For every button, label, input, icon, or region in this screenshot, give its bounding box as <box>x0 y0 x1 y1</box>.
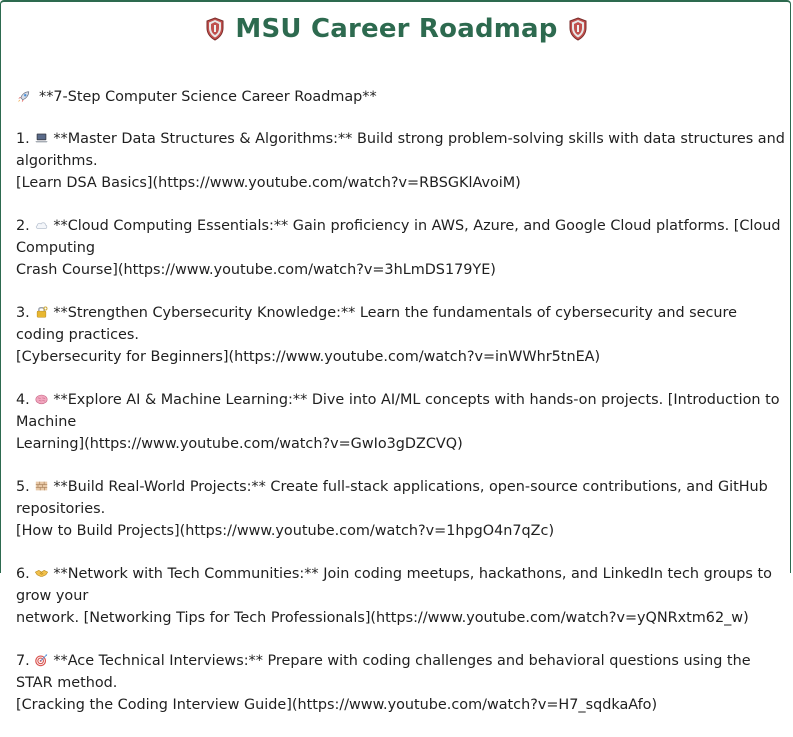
step-text: **Network with Tech Communities:** Join coding meetups, hackathons, and LinkedIn tech groups to grow your <box>16 566 772 604</box>
step-text: **Strengthen Cybersecurity Knowledge:** Learn the fundamentals of cybersecurity and secure coding practices. <box>16 305 737 343</box>
roadmap-step-7 <box>16 650 786 716</box>
step-text: **Build Real-World Projects:** Create full-stack applications, open-source contributions, and GitHub repositories. <box>16 479 768 517</box>
step-number: 6. <box>16 566 30 582</box>
step-link: Crash Course](https://www.youtube.com/watch?v=3hLmDS179YE) <box>16 262 496 278</box>
roadmap-step-6 <box>16 563 786 629</box>
roadmap-step-2 <box>16 215 786 281</box>
step-number: 2. <box>16 218 30 234</box>
step-number: 3. <box>16 305 30 321</box>
rocket-icon <box>16 90 31 104</box>
step-link: [Learn DSA Basics](https://www.youtube.com/watch?v=RBSGKlAvoiM) <box>16 175 521 191</box>
step-link: [Cybersecurity for Beginners](https://www.youtube.com/watch?v=inWWhr5tnEA) <box>16 349 601 365</box>
roadmap-step-3 <box>16 302 786 368</box>
step-line-1 <box>16 128 786 172</box>
step-text: **Master Data Structures & Algorithms:** Build strong problem-solving skills with data structures and algorithms. <box>16 131 785 169</box>
step-number: 5. <box>16 479 30 495</box>
target-icon <box>34 653 49 667</box>
step-link: [How to Build Projects](https://www.youtube.com/watch?v=1hpgO4n7qZc) <box>16 523 555 539</box>
step-line-1 <box>16 215 786 259</box>
step-number: 4. <box>16 392 30 408</box>
step-link: Learning](https://www.youtube.com/watch?v=GwIo3gDZCVQ) <box>16 436 463 452</box>
lock-icon <box>34 305 49 319</box>
page-title: MSU Career Roadmap <box>235 14 558 44</box>
roadmap-step-1 <box>16 128 786 194</box>
bricks-icon <box>34 479 49 493</box>
intro-text: **7-Step Computer Science Career Roadmap** <box>39 89 377 105</box>
step-number: 1. <box>16 131 30 147</box>
step-text: **Ace Technical Interviews:** Prepare with coding challenges and behavioral questions using the STAR method. <box>16 653 751 691</box>
step-line-1 <box>16 389 786 433</box>
step-link: network. [Networking Tips for Tech Professionals](https://www.youtube.com/watch?v=yQNRxtm62_w) <box>16 610 749 626</box>
step-number: 7. <box>16 653 30 669</box>
step-link: [Cracking the Coding Interview Guide](https://www.youtube.com/watch?v=H7_sqdkaAfo) <box>16 697 658 713</box>
step-line-1 <box>16 650 786 694</box>
laptop-icon <box>34 131 49 145</box>
step-text: **Explore AI & Machine Learning:** Dive into AI/ML concepts with hands-on projects. [Introduction to Machine <box>16 392 780 430</box>
cloud-icon <box>34 218 49 232</box>
step-line-1 <box>16 476 786 520</box>
shield-icon <box>205 17 225 41</box>
roadmap-step-4 <box>16 389 786 455</box>
header <box>0 14 793 44</box>
handshake-icon <box>34 566 49 580</box>
roadmap-content <box>16 86 786 737</box>
brain-icon <box>34 392 49 406</box>
step-text: **Cloud Computing Essentials:** Gain proficiency in AWS, Azure, and Google Cloud platforms. [Cloud Computing <box>16 218 781 256</box>
intro-line <box>16 86 786 108</box>
roadmap-step-5 <box>16 476 786 542</box>
step-line-1 <box>16 302 786 346</box>
step-line-1 <box>16 563 786 607</box>
shield-icon <box>568 17 588 41</box>
